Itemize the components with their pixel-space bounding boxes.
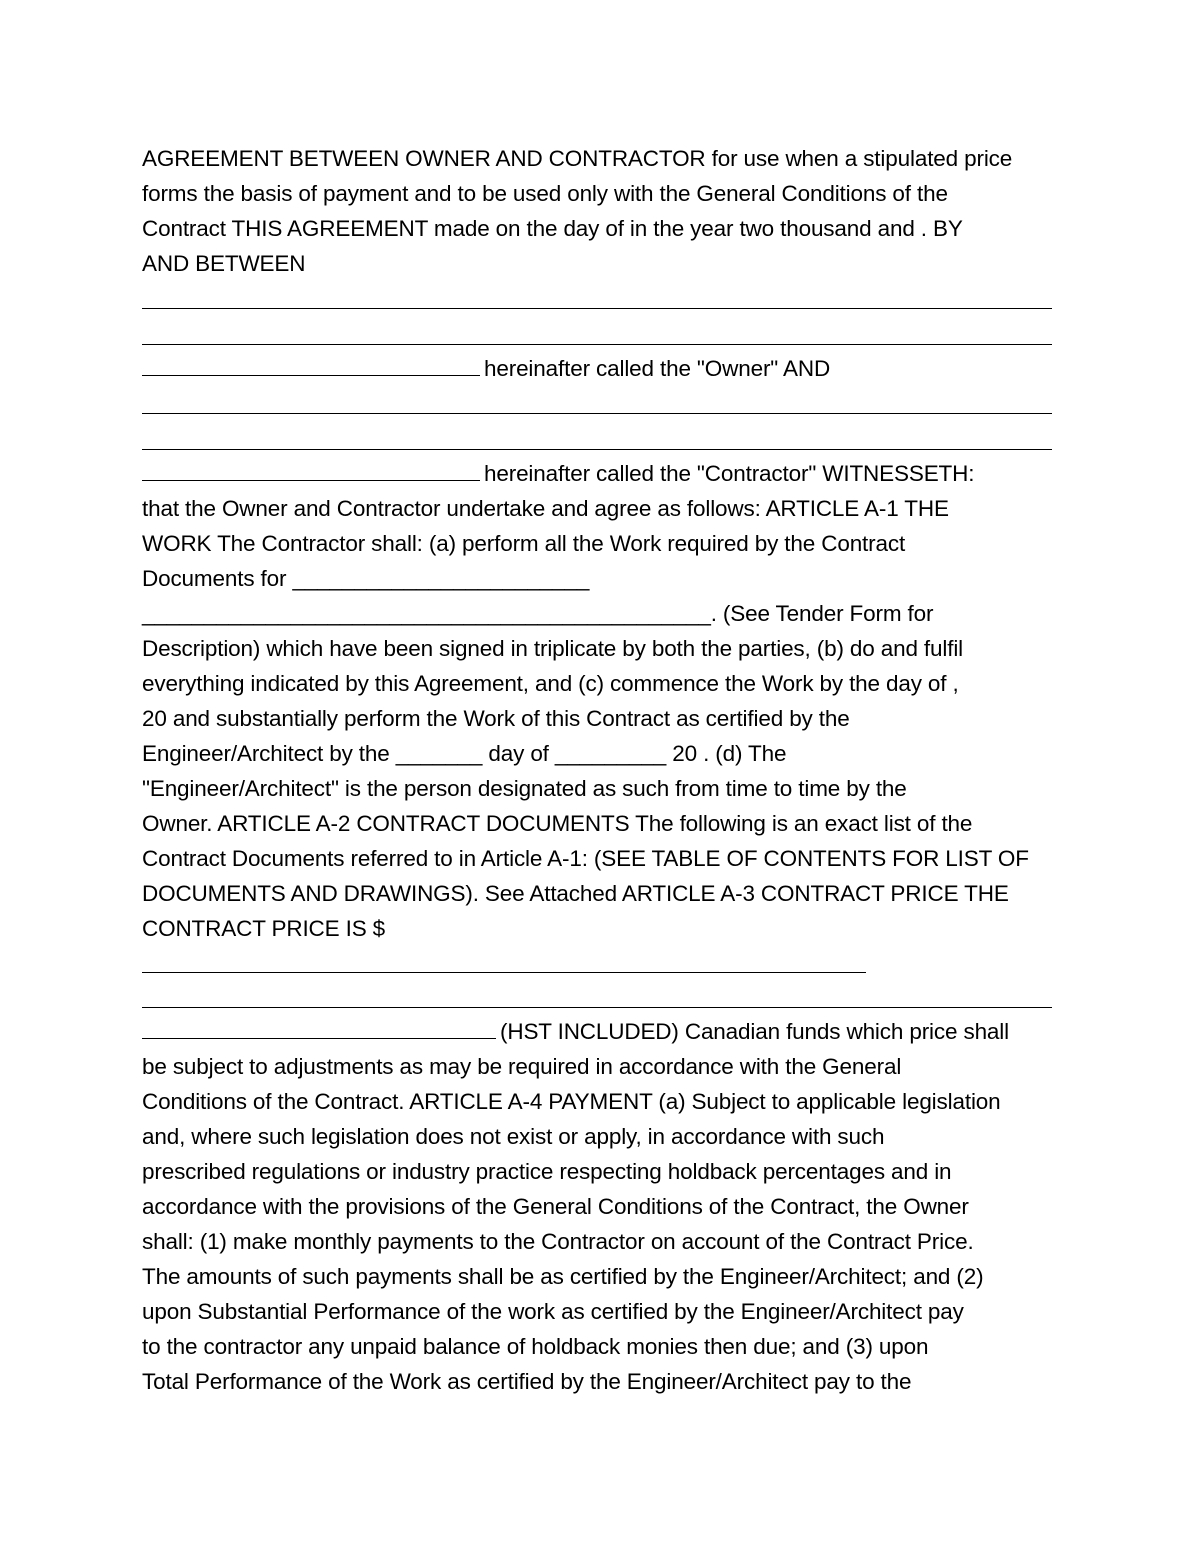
price-blank-line-2 xyxy=(142,1007,1052,1008)
text-line: Documents for ________________________ xyxy=(142,566,590,591)
text-line: DOCUMENTS AND DRAWINGS). See Attached ARTICLE A-3 CONTRACT PRICE THE xyxy=(142,881,1009,906)
price-blank-line-1 xyxy=(142,972,866,973)
text-line: 20 and substantially perform the Work of this Contract as certified by the xyxy=(142,706,850,731)
owner-name-blank xyxy=(142,355,480,376)
text-line: to the contractor any unpaid balance of holdback monies then due; and (3) upon xyxy=(142,1334,929,1359)
text-line: Conditions of the Contract. ARTICLE A-4 PAYMENT (a) Subject to applicable legislation xyxy=(142,1089,1001,1114)
text-line: Contract Documents referred to in Article A-1: (SEE TABLE OF CONTENTS FOR LIST OF xyxy=(142,846,1029,871)
owner-line xyxy=(142,351,830,386)
price-label: (HST INCLUDED) Canadian funds which price shall xyxy=(500,1019,1009,1044)
text-line: Total Performance of the Work as certified by the Engineer/Architect pay to the xyxy=(142,1369,912,1394)
text-line: upon Substantial Performance of the work as certified by the Engineer/Architect pay xyxy=(142,1299,964,1324)
contractor-label: hereinafter called the "Contractor" WITNESSETH: xyxy=(484,461,975,486)
text-line: AGREEMENT BETWEEN OWNER AND CONTRACTOR for use when a stipulated price xyxy=(142,146,1013,171)
price-line xyxy=(142,1014,1009,1049)
text-line: ______________________________________________. (See Tender Form for xyxy=(142,601,934,626)
text-line: WORK The Contractor shall: (a) perform all the Work required by the Contract xyxy=(142,531,906,556)
text-line: Contract THIS AGREEMENT made on the day of in the year two thousand and . BY xyxy=(142,216,963,241)
text-line: accordance with the provisions of the General Conditions of the Contract, the Owner xyxy=(142,1194,969,1219)
text-line: Engineer/Architect by the _______ day of _________ 20 . (d) The xyxy=(142,741,787,766)
text-line: AND BETWEEN xyxy=(142,251,306,276)
text-line: and, where such legislation does not exist or apply, in accordance with such xyxy=(142,1124,885,1149)
owner-label: hereinafter called the "Owner" AND xyxy=(484,356,831,381)
contractor-line xyxy=(142,456,974,491)
text-line: that the Owner and Contractor undertake and agree as follows: ARTICLE A-1 THE xyxy=(142,496,949,521)
owner-blank-line-1 xyxy=(142,308,1052,309)
text-line: shall: (1) make monthly payments to the Contractor on account of the Contract Price. xyxy=(142,1229,974,1254)
text-line: Description) which have been signed in triplicate by both the parties, (b) do and fulfil xyxy=(142,636,964,661)
text-line: prescribed regulations or industry practice respecting holdback percentages and in xyxy=(142,1159,952,1184)
contractor-blank-line-2 xyxy=(142,449,1052,450)
text-line: Owner. ARTICLE A-2 CONTRACT DOCUMENTS The following is an exact list of the xyxy=(142,811,973,836)
text-line: forms the basis of payment and to be used only with the General Conditions of the xyxy=(142,181,948,206)
text-line: The amounts of such payments shall be as certified by the Engineer/Architect; and (2) xyxy=(142,1264,984,1289)
contractor-blank-line-1 xyxy=(142,413,1052,414)
owner-blank-line-2 xyxy=(142,344,1052,345)
price-amount-blank xyxy=(142,1018,496,1039)
text-line: everything indicated by this Agreement, and (c) commence the Work by the day of , xyxy=(142,671,959,696)
contractor-name-blank xyxy=(142,460,480,481)
text-line: CONTRACT PRICE IS $ xyxy=(142,916,386,941)
text-line: be subject to adjustments as may be required in accordance with the General xyxy=(142,1054,902,1079)
text-line: "Engineer/Architect" is the person designated as such from time to time by the xyxy=(142,776,907,801)
